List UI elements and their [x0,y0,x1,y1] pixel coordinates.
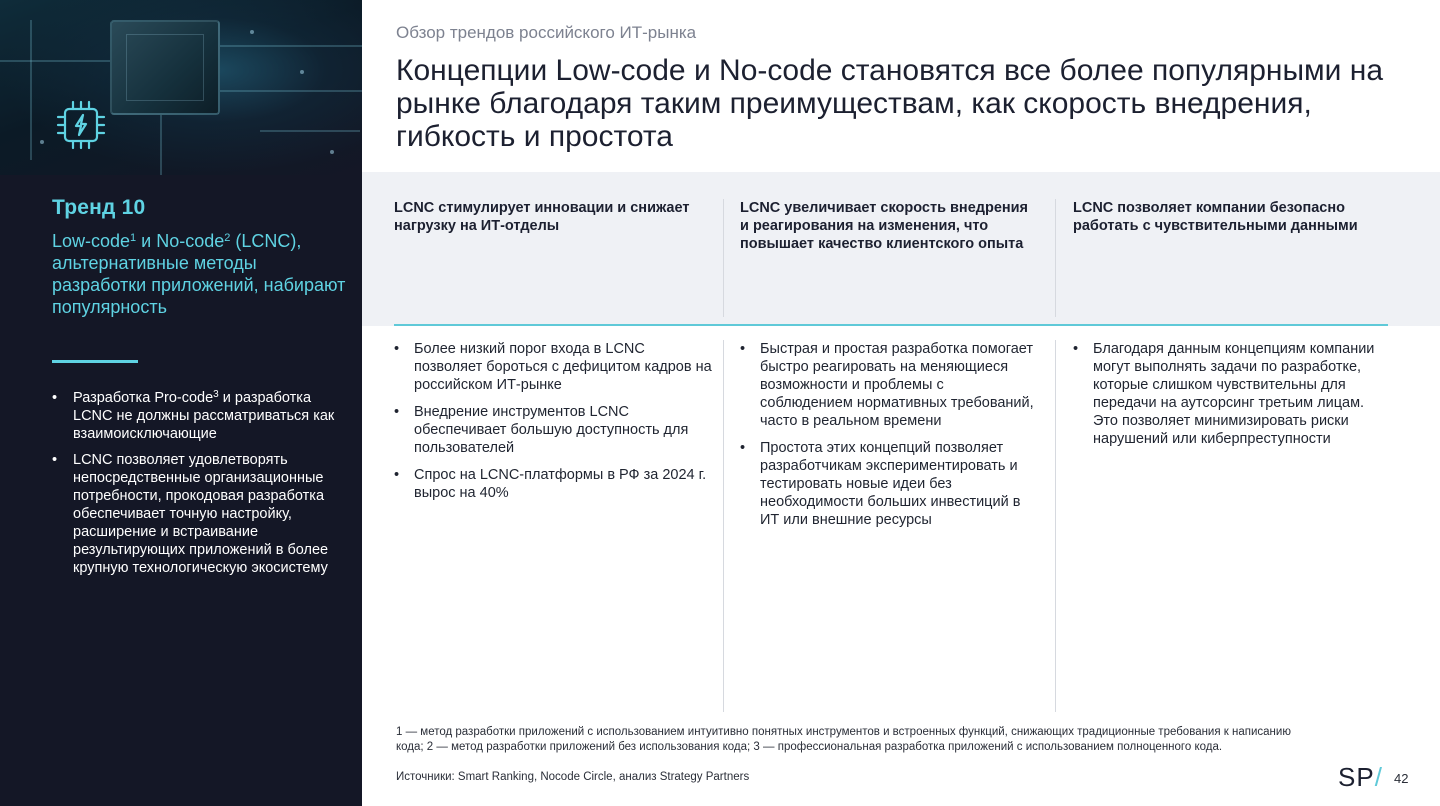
column-3-bullets [1073,340,1383,457]
column-2-bullets [740,340,1040,538]
logo-slash: / [1374,762,1383,792]
circuit-trace [30,20,32,160]
list-item: • Спрос на LCNC-платформы в РФ за 2024 г. вырос на 40% [394,466,712,502]
list-item: • Простота этих концепций позволяет разработчикам экспериментировать и тестировать новые идеи без необходимости больших инвестиций в ИТ или внешние ресурсы [740,439,1040,529]
circuit-trace [160,115,162,175]
sp-logo [1338,762,1383,793]
logo-text: SP [1338,762,1375,792]
page-number: 42 [1394,771,1409,786]
circuit-trace [0,60,110,62]
list-item: • Благодаря данным концепциям компании могут выполнять задачи по разработке, которые слишком чувствительны для передачи на аутсорсинг третьим лицам. Это позволяет минимизировать риски нарушений или киберпреступности [1073,340,1383,448]
footnote-marker: 1 [130,232,137,244]
column-2-heading: LCNC увеличивает скорость внедрения и реагирования на изменения, что повышает качество клиентского опыта [740,200,1029,252]
trend-title-part: (LCNC), альтернативные методы разработки приложений, набирают популярность [52,231,346,317]
column-3-heading: LCNC позволяет компании безопасно работать с чувствительными данными [1073,200,1358,234]
left-bullet-list [52,389,342,585]
bullet-text: и разработка LCNC не должны рассматриваться как взаимоисключающие [73,390,335,442]
circuit-dot [250,30,254,34]
accent-divider [52,360,138,363]
column-divider [723,199,724,317]
page-title: Концепции Low-code и No-code становятся все более популярными на рынке благодаря таким преимуществам, как скорость внедрения, гибкость и простота [396,54,1384,153]
trend-title [52,230,352,318]
list-item: • LCNC позволяет удовлетворять непосредственные организационные потребности, прокодовая разработка обеспечивает точную настройку, расширение и встраивание результирующих приложений в более крупную технологическую экосистему [52,451,342,577]
circuit-trace [260,130,360,132]
column-1-bullets [394,340,712,511]
list-item: • Внедрение инструментов LCNC обеспечивает большую доступность для пользователей [394,403,712,457]
list-item: • Быстрая и простая разработка помогает быстро реагировать на меняющиеся возможности и проблемы с соблюдением нормативных требований, часто в реальном времени [740,340,1040,430]
section-overline: Обзор трендов российского ИТ-рынка [396,23,697,42]
column-1-heading: LCNC стимулирует инновации и снижает нагрузку на ИТ-отделы [394,200,690,234]
trend-number: Тренд 10 [52,196,146,219]
accent-rule [394,324,1388,326]
list-item [52,389,342,443]
column-divider [1055,340,1056,712]
circuit-dot [300,70,304,74]
left-panel [0,0,362,806]
list-item: • Более низкий порог входа в LCNC позволяет бороться с дефицитом кадров на российском ИТ-рынке [394,340,712,394]
circuit-dot [40,140,44,144]
footnote-marker: 3 [213,389,219,400]
footnotes: 1 — метод разработки приложений с использованием интуитивно понятных инструментов и встроенных функций, снижающих традиционные требования к написанию кода; 2 — метод разработки приложений без использования кода; 3 — профессиональная разработка приложений с использованием полноценного кода. [396,726,1291,753]
column-divider [1055,199,1056,317]
circuit-trace [220,45,362,47]
trend-title-part: и No-code [136,231,225,251]
bullet-text: Разработка Pro-code [73,390,214,406]
circuit-trace [220,90,362,92]
column-divider [723,340,724,712]
footnote-marker: 2 [224,232,231,244]
processor-chip-graphic [110,20,220,115]
sources: Источники: Smart Ranking, Nocode Circle, анализ Strategy Partners [396,771,750,783]
trend-title-part: Low-code [52,231,131,251]
circuit-dot [330,150,334,154]
chip-lightning-icon [54,98,108,152]
